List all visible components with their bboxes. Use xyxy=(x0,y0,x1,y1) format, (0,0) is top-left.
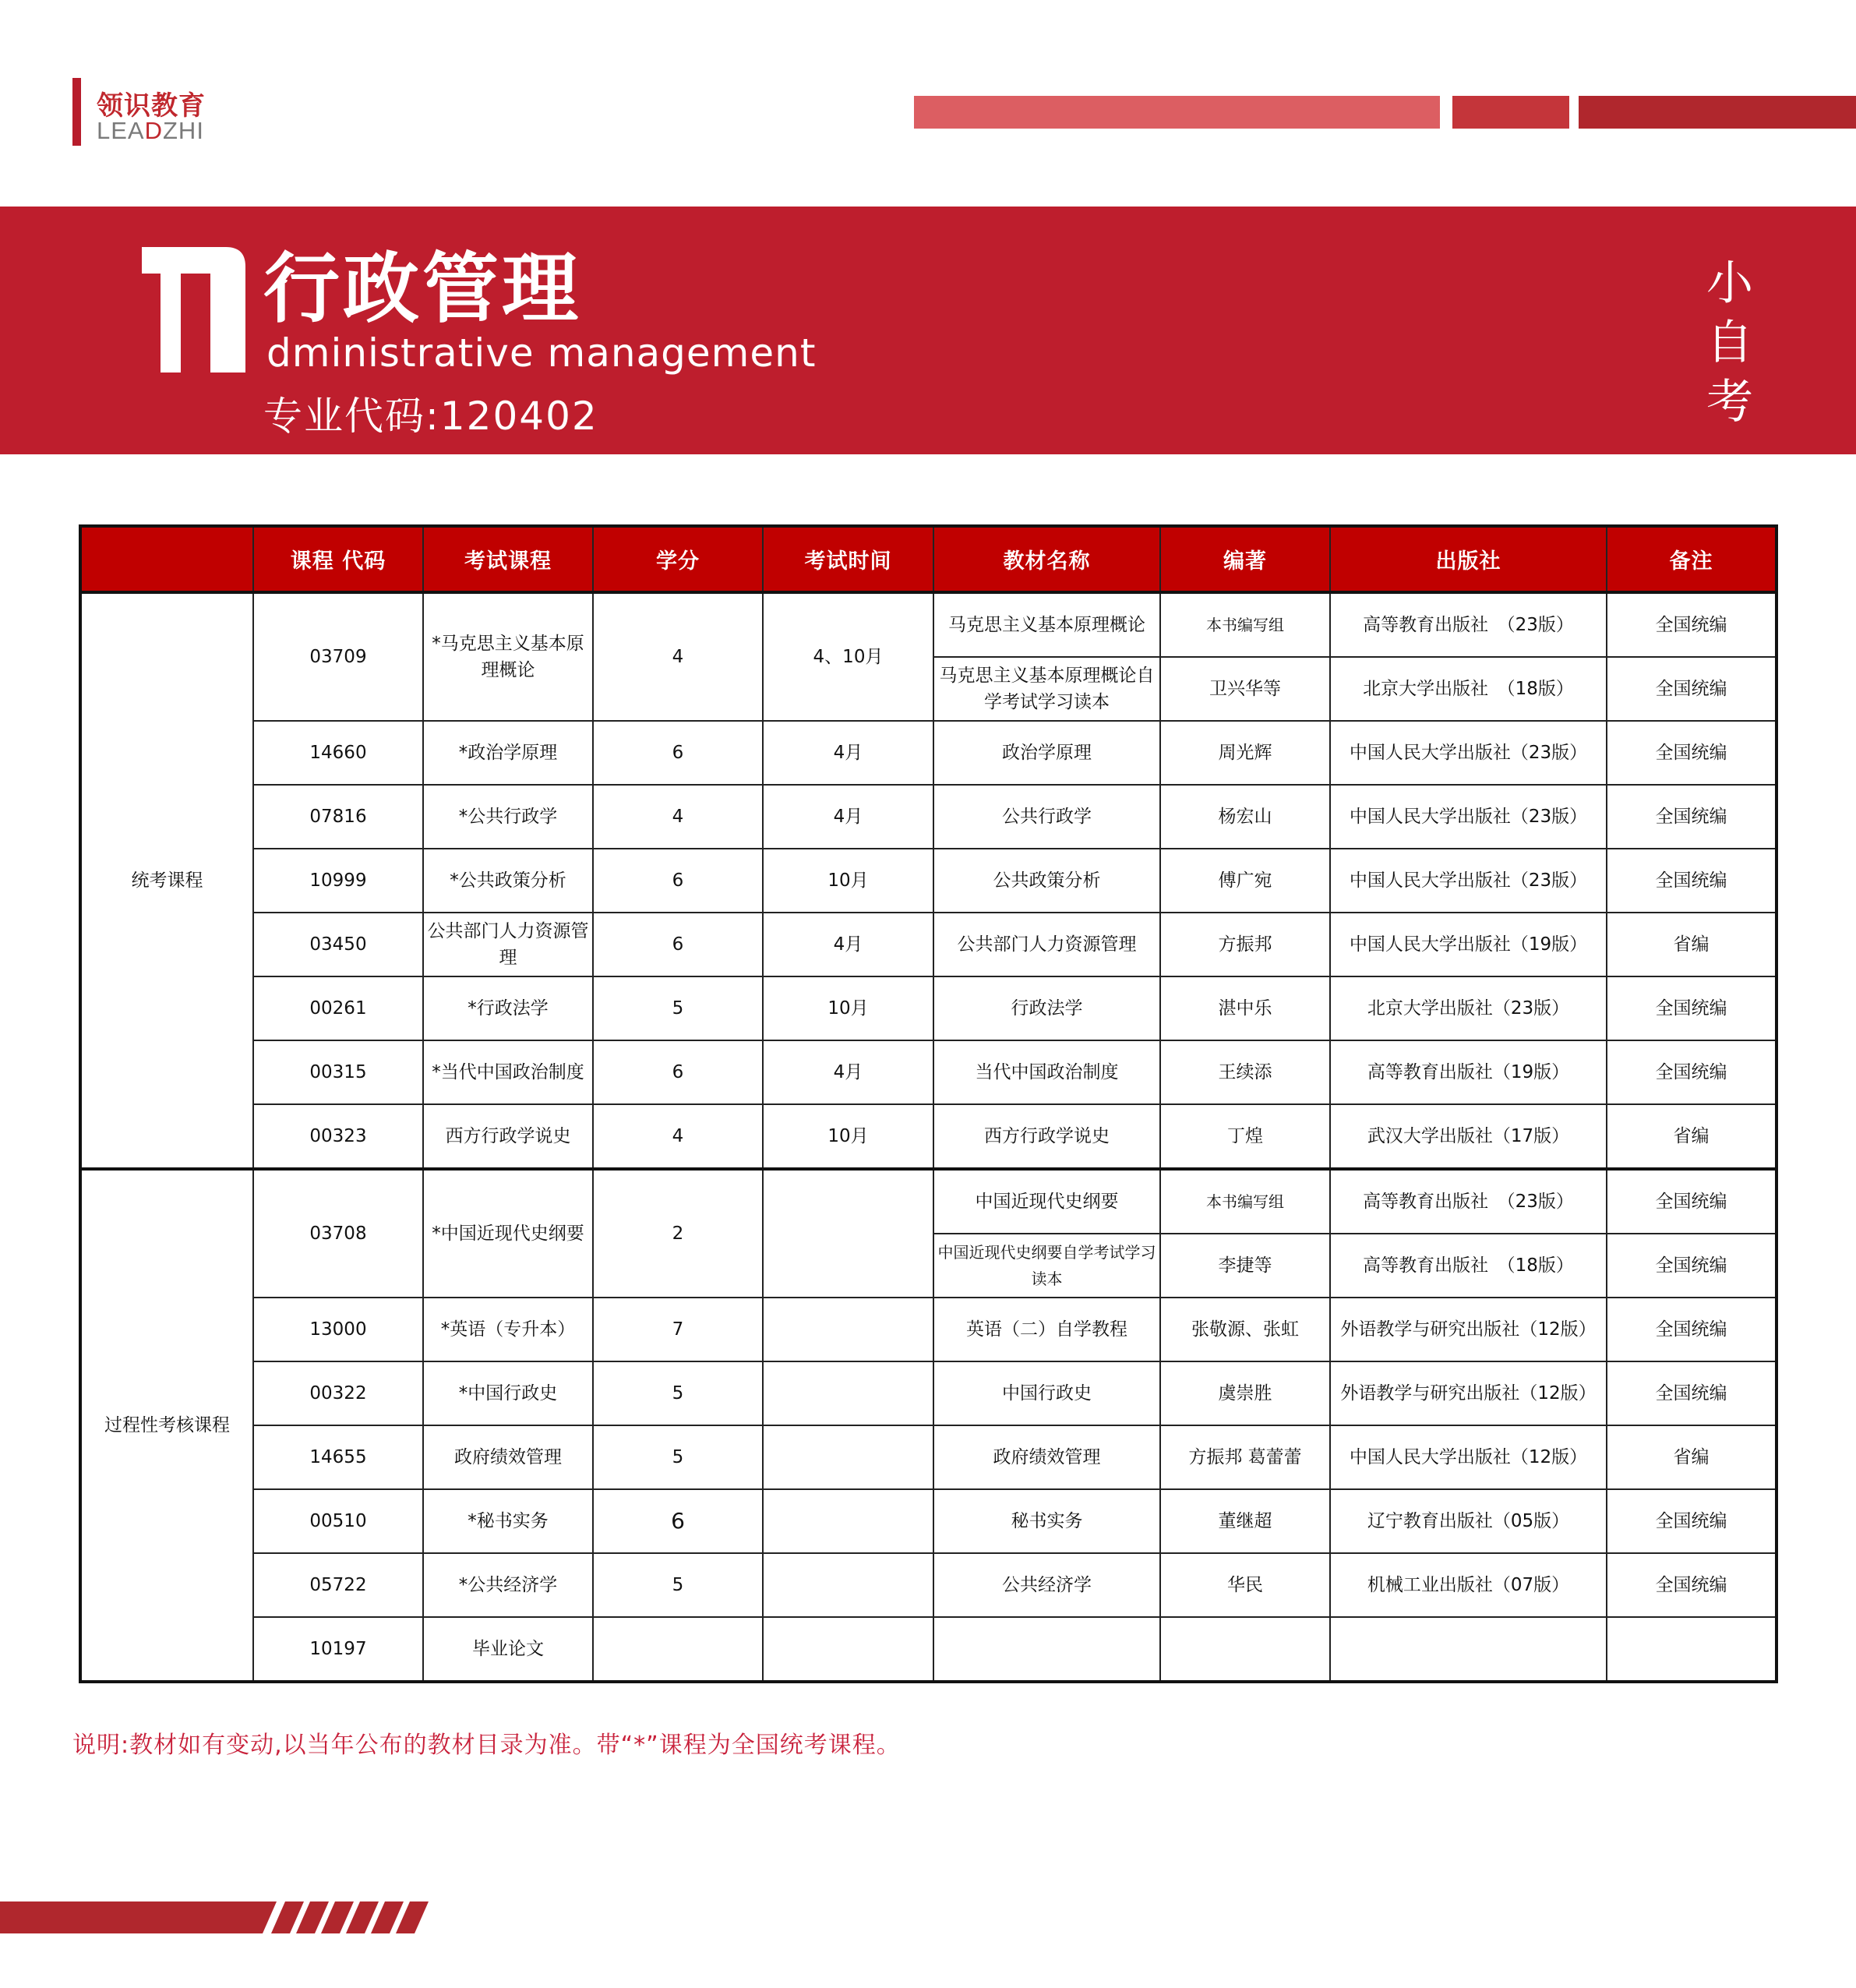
textbook-author: 本书编写组 xyxy=(1160,1169,1330,1234)
table-row xyxy=(80,849,1777,913)
table-row xyxy=(80,592,1777,657)
textbook-remark: 全国统编 xyxy=(1607,592,1777,657)
table-row xyxy=(80,1298,1777,1361)
textbook-title: 公共部门人力资源管理 xyxy=(933,913,1160,976)
decorative-bar-2 xyxy=(1452,96,1569,129)
course-credits: 6 xyxy=(593,849,763,913)
textbook-title: 当代中国政治制度 xyxy=(933,1040,1160,1104)
course-name: *当代中国政治制度 xyxy=(423,1040,593,1104)
table-row xyxy=(80,1169,1777,1234)
textbook-title: 英语（二）自学教程 xyxy=(933,1298,1160,1361)
course-code: 00322 xyxy=(253,1361,423,1425)
textbook-author: 方振邦 xyxy=(1160,913,1330,976)
table-row xyxy=(80,1553,1777,1617)
course-name: 西方行政学说史 xyxy=(423,1104,593,1169)
textbook-remark: 全国统编 xyxy=(1607,849,1777,913)
textbook-publisher: 外语教学与研究出版社（12版） xyxy=(1330,1298,1607,1361)
textbook-title: 公共政策分析 xyxy=(933,849,1160,913)
course-name: *公共行政学 xyxy=(423,785,593,849)
exam-time: 4、10月 xyxy=(763,592,933,721)
course-code: 10197 xyxy=(253,1617,423,1682)
textbook-publisher: 中国人民大学出版社（23版） xyxy=(1330,849,1607,913)
textbook-remark: 全国统编 xyxy=(1607,1298,1777,1361)
table-row xyxy=(80,913,1777,976)
course-name: 政府绩效管理 xyxy=(423,1425,593,1489)
textbook-remark: 全国统编 xyxy=(1607,1234,1777,1298)
major-code-value: 120402 xyxy=(439,394,598,439)
course-code: 13000 xyxy=(253,1298,423,1361)
exam-time: 10月 xyxy=(763,849,933,913)
logo-accent-bar xyxy=(72,78,81,146)
brand-en-mark: D xyxy=(144,117,163,144)
textbook-remark xyxy=(1607,1617,1777,1682)
textbook-title: 政府绩效管理 xyxy=(933,1425,1160,1489)
textbook-publisher: 北京大学出版社（23版） xyxy=(1330,976,1607,1040)
course-name: *行政法学 xyxy=(423,976,593,1040)
textbook-publisher: 高等教育出版社 （18版） xyxy=(1330,1234,1607,1298)
course-code: 03708 xyxy=(253,1169,423,1298)
course-name: *秘书实务 xyxy=(423,1489,593,1553)
course-credits: 5 xyxy=(593,1553,763,1617)
table-row xyxy=(80,1104,1777,1169)
textbook-author: 本书编写组 xyxy=(1160,592,1330,657)
page-title: 行政管理 xyxy=(263,245,582,334)
table-row xyxy=(80,785,1777,849)
course-table xyxy=(79,524,1778,1683)
textbook-remark: 全国统编 xyxy=(1607,721,1777,785)
exam-time: 4月 xyxy=(763,721,933,785)
course-code: 03450 xyxy=(253,913,423,976)
textbook-remark: 省编 xyxy=(1607,1104,1777,1169)
textbook-title: 马克思主义基本原理概论 xyxy=(933,592,1160,657)
course-code: 00315 xyxy=(253,1040,423,1104)
course-name: *公共政策分析 xyxy=(423,849,593,913)
textbook-title: 中国近现代史纲要自学考试学习读本 xyxy=(933,1234,1160,1298)
col-header-course: 考试课程 xyxy=(423,526,593,592)
footnote: 说明:教材如有变动,以当年公布的教材目录为准。带“*”课程为全国统考课程。 xyxy=(72,1732,901,1759)
textbook-remark: 全国统编 xyxy=(1607,785,1777,849)
textbook-author: 虞崇胜 xyxy=(1160,1361,1330,1425)
textbook-publisher: 高等教育出版社 （23版） xyxy=(1330,1169,1607,1234)
col-header-publisher: 出版社 xyxy=(1330,526,1607,592)
textbook-title: 公共行政学 xyxy=(933,785,1160,849)
col-header-credits: 学分 xyxy=(593,526,763,592)
textbook-author: 卫兴华等 xyxy=(1160,657,1330,721)
textbook-author: 傅广宛 xyxy=(1160,849,1330,913)
exam-time xyxy=(763,1169,933,1298)
table-row xyxy=(80,976,1777,1040)
exam-time xyxy=(763,1361,933,1425)
textbook-publisher: 武汉大学出版社（17版） xyxy=(1330,1104,1607,1169)
table-header-row xyxy=(80,526,1777,592)
textbook-remark: 全国统编 xyxy=(1607,657,1777,721)
course-code: 00261 xyxy=(253,976,423,1040)
textbook-publisher: 外语教学与研究出版社（12版） xyxy=(1330,1361,1607,1425)
decorative-bar-1 xyxy=(914,96,1440,129)
course-credits: 6 xyxy=(593,1489,763,1553)
textbook-publisher: 北京大学出版社 （18版） xyxy=(1330,657,1607,721)
textbook-remark: 全国统编 xyxy=(1607,1361,1777,1425)
textbook-author: 丁煌 xyxy=(1160,1104,1330,1169)
course-name: *马克思主义基本原理概论 xyxy=(423,592,593,721)
exam-time xyxy=(763,1553,933,1617)
table-row xyxy=(80,1040,1777,1104)
col-header-textbook: 教材名称 xyxy=(933,526,1160,592)
brand-en-right: ZHI xyxy=(163,117,204,144)
textbook-publisher xyxy=(1330,1617,1607,1682)
course-credits: 2 xyxy=(593,1169,763,1298)
textbook-author: 王续添 xyxy=(1160,1040,1330,1104)
textbook-title: 马克思主义基本原理概论自学考试学习读本 xyxy=(933,657,1160,721)
exam-type-tag xyxy=(1705,254,1755,432)
major-code-label: 专业代码: xyxy=(263,394,440,439)
col-header-remark: 备注 xyxy=(1607,526,1777,592)
brand-name-en xyxy=(97,117,204,145)
textbook-publisher: 高等教育出版社（19版） xyxy=(1330,1040,1607,1104)
textbook-publisher: 中国人民大学出版社（23版） xyxy=(1330,785,1607,849)
textbook-remark: 全国统编 xyxy=(1607,1040,1777,1104)
course-credits: 5 xyxy=(593,976,763,1040)
course-name: *公共经济学 xyxy=(423,1553,593,1617)
textbook-title: 秘书实务 xyxy=(933,1489,1160,1553)
course-credits: 6 xyxy=(593,721,763,785)
table-row xyxy=(80,1361,1777,1425)
course-credits: 7 xyxy=(593,1298,763,1361)
textbook-title: 行政法学 xyxy=(933,976,1160,1040)
course-code: 10999 xyxy=(253,849,423,913)
course-credits: 4 xyxy=(593,1104,763,1169)
exam-type-char: 考 xyxy=(1706,375,1753,429)
course-code: 03709 xyxy=(253,592,423,721)
course-name: *英语（专升本） xyxy=(423,1298,593,1361)
table-row xyxy=(80,1489,1777,1553)
exam-time: 4月 xyxy=(763,1040,933,1104)
course-name: *中国近现代史纲要 xyxy=(423,1169,593,1298)
category-cell: 统考课程 xyxy=(80,592,253,1169)
exam-time xyxy=(763,1489,933,1553)
exam-time: 4月 xyxy=(763,785,933,849)
table-row xyxy=(80,1425,1777,1489)
course-code: 14655 xyxy=(253,1425,423,1489)
textbook-author: 方振邦 葛蕾蕾 xyxy=(1160,1425,1330,1489)
textbook-author: 湛中乐 xyxy=(1160,976,1330,1040)
textbook-remark: 省编 xyxy=(1607,913,1777,976)
brand-name-cn: 领识教育 xyxy=(97,90,206,122)
exam-time xyxy=(763,1298,933,1361)
exam-time: 10月 xyxy=(763,976,933,1040)
course-code: 00323 xyxy=(253,1104,423,1169)
exam-type-char: 自 xyxy=(1706,316,1753,370)
course-code: 07816 xyxy=(253,785,423,849)
course-name: *中国行政史 xyxy=(423,1361,593,1425)
course-credits: 5 xyxy=(593,1425,763,1489)
exam-time: 4月 xyxy=(763,913,933,976)
course-name: 毕业论文 xyxy=(423,1617,593,1682)
textbook-author: 杨宏山 xyxy=(1160,785,1330,849)
textbook-title: 公共经济学 xyxy=(933,1553,1160,1617)
textbook-title: 中国近现代史纲要 xyxy=(933,1169,1160,1234)
course-credits: 4 xyxy=(593,785,763,849)
course-name: *政治学原理 xyxy=(423,721,593,785)
textbook-author: 董继超 xyxy=(1160,1489,1330,1553)
footer-stripe-decoration xyxy=(0,1901,436,1933)
textbook-title xyxy=(933,1617,1160,1682)
textbook-author: 李捷等 xyxy=(1160,1234,1330,1298)
exam-type-char: 小 xyxy=(1706,256,1753,311)
col-header-exam-time: 考试时间 xyxy=(763,526,933,592)
textbook-remark: 全国统编 xyxy=(1607,1489,1777,1553)
textbook-publisher: 中国人民大学出版社（19版） xyxy=(1330,913,1607,976)
letter-a-logo-icon xyxy=(142,247,245,373)
page-subtitle-en: dministrative management xyxy=(266,330,817,376)
textbook-remark: 全国统编 xyxy=(1607,1169,1777,1234)
course-credits: 6 xyxy=(593,1040,763,1104)
course-code: 00510 xyxy=(253,1489,423,1553)
course-credits: 5 xyxy=(593,1361,763,1425)
textbook-author xyxy=(1160,1617,1330,1682)
exam-time xyxy=(763,1425,933,1489)
col-header-code: 课程 代码 xyxy=(253,526,423,592)
col-header-category xyxy=(80,526,253,592)
textbook-author: 周光辉 xyxy=(1160,721,1330,785)
exam-time: 10月 xyxy=(763,1104,933,1169)
course-credits: 6 xyxy=(593,913,763,976)
course-code: 05722 xyxy=(253,1553,423,1617)
course-credits: 4 xyxy=(593,592,763,721)
textbook-publisher: 高等教育出版社 （23版） xyxy=(1330,592,1607,657)
table-row xyxy=(80,721,1777,785)
textbook-publisher: 中国人民大学出版社（12版） xyxy=(1330,1425,1607,1489)
brand-en-left: LEA xyxy=(97,117,145,144)
course-credits xyxy=(593,1617,763,1682)
col-header-author: 编著 xyxy=(1160,526,1330,592)
table-row xyxy=(80,1617,1777,1682)
textbook-remark: 省编 xyxy=(1607,1425,1777,1489)
course-code: 14660 xyxy=(253,721,423,785)
major-code xyxy=(263,385,598,441)
textbook-publisher: 机械工业出版社（07版） xyxy=(1330,1553,1607,1617)
textbook-remark: 全国统编 xyxy=(1607,976,1777,1040)
course-name: 公共部门人力资源管理 xyxy=(423,913,593,976)
textbook-publisher: 中国人民大学出版社（23版） xyxy=(1330,721,1607,785)
textbook-title: 中国行政史 xyxy=(933,1361,1160,1425)
textbook-title: 西方行政学说史 xyxy=(933,1104,1160,1169)
category-cell: 过程性考核课程 xyxy=(80,1169,253,1682)
decorative-bar-3 xyxy=(1579,96,1856,129)
textbook-publisher: 辽宁教育出版社（05版） xyxy=(1330,1489,1607,1553)
textbook-author: 华民 xyxy=(1160,1553,1330,1617)
textbook-remark: 全国统编 xyxy=(1607,1553,1777,1617)
exam-time xyxy=(763,1617,933,1682)
textbook-author: 张敬源、张虹 xyxy=(1160,1298,1330,1361)
textbook-title: 政治学原理 xyxy=(933,721,1160,785)
